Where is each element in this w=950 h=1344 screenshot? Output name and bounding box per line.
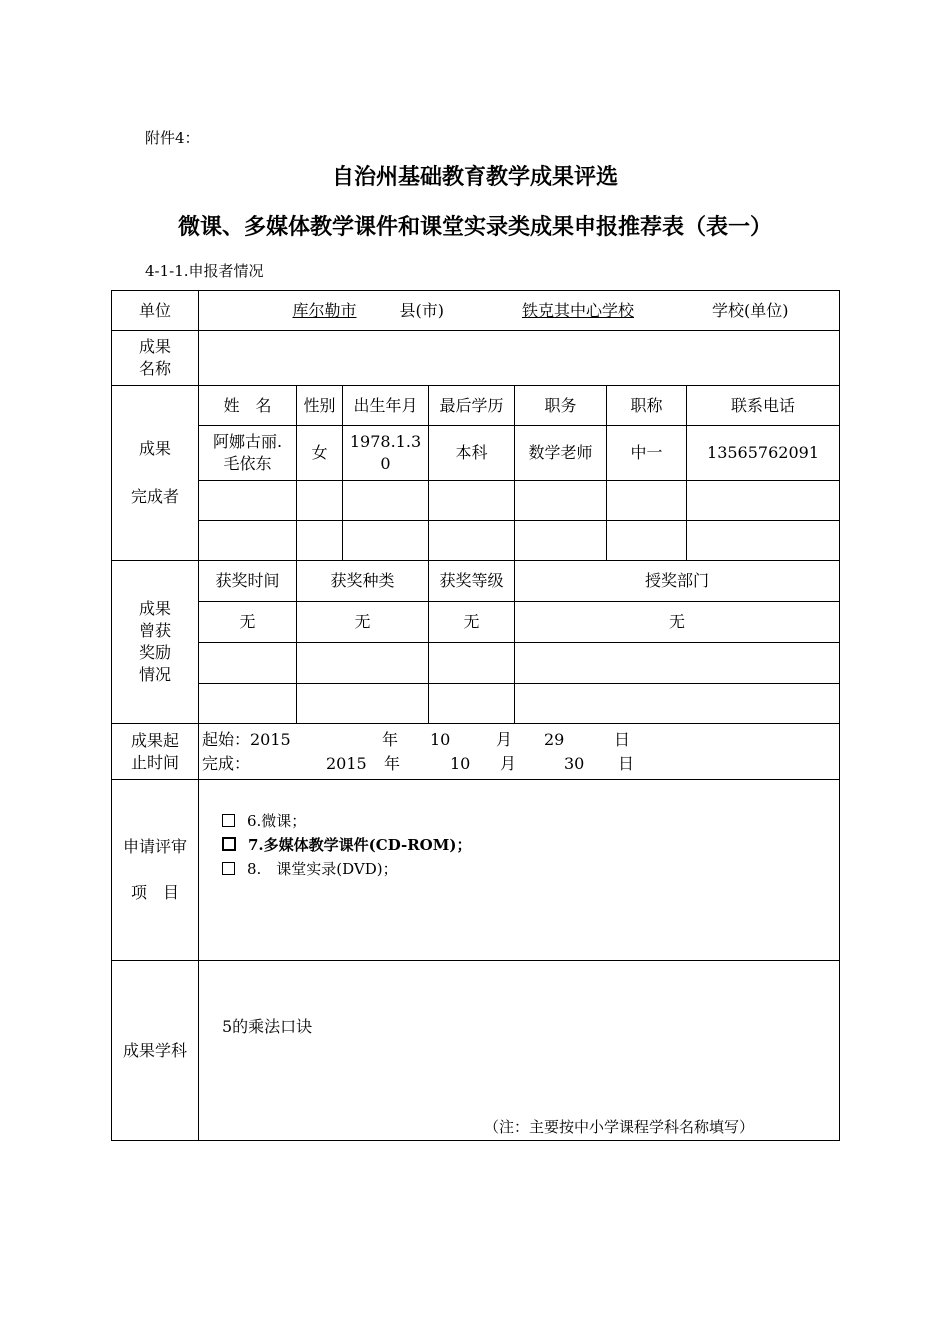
empty-cell[interactable] — [515, 521, 607, 561]
unit-county-suffix: 县(市) — [399, 300, 444, 320]
unit-school-suffix: 学校(单位) — [712, 300, 789, 320]
review-items-list — [199, 780, 840, 961]
completer-row-3 — [112, 521, 840, 561]
completer-row-2 — [112, 481, 840, 521]
item-6[interactable]: 6.微课； — [222, 810, 839, 832]
empty-cell[interactable] — [687, 521, 840, 561]
completer-birth[interactable]: 1978.1.3 0 — [343, 426, 429, 481]
empty-cell[interactable] — [607, 481, 687, 521]
achievement-name-label: 成果 名称 — [112, 331, 199, 386]
review-items-row — [112, 780, 840, 961]
empty-cell[interactable] — [515, 481, 607, 521]
empty-cell[interactable] — [429, 643, 515, 684]
award-type[interactable]: 无 — [297, 602, 429, 643]
period-row — [112, 724, 840, 780]
header-gender: 性别 — [297, 386, 343, 426]
empty-cell[interactable] — [429, 684, 515, 724]
title-line-2: 微课、多媒体教学课件和课堂实录类成果申报推荐表（表一） — [177, 215, 772, 240]
period-label: 成果起 止时间 — [112, 724, 199, 780]
award-header-level: 获奖等级 — [429, 561, 515, 602]
header-title: 职称 — [607, 386, 687, 426]
awards-header-row — [112, 561, 840, 602]
award-header-type: 获奖种类 — [297, 561, 429, 602]
completer-position[interactable]: 数学老师 — [515, 426, 607, 481]
checkbox-item-7[interactable] — [222, 837, 236, 851]
award-department[interactable]: 无 — [515, 602, 840, 643]
completer-title[interactable]: 中一 — [607, 426, 687, 481]
empty-cell[interactable] — [199, 684, 297, 724]
award-header-department: 授奖部门 — [515, 561, 840, 602]
award-row-2 — [112, 643, 840, 684]
award-header-time: 获奖时间 — [199, 561, 297, 602]
completers-header-row — [112, 386, 840, 426]
award-row-3 — [112, 684, 840, 724]
header-position: 职务 — [515, 386, 607, 426]
empty-cell[interactable] — [199, 481, 297, 521]
unit-school: 铁克其中心学校 — [521, 300, 634, 320]
empty-cell[interactable] — [297, 684, 429, 724]
checkbox-item-6[interactable] — [222, 814, 235, 827]
header-phone: 联系电话 — [687, 386, 840, 426]
unit-row — [112, 291, 840, 331]
empty-cell[interactable] — [297, 521, 343, 561]
item-8[interactable]: 8. 课堂实录(DVD)； — [222, 858, 839, 880]
award-level[interactable]: 无 — [429, 602, 515, 643]
empty-cell[interactable] — [199, 643, 297, 684]
unit-value[interactable] — [199, 291, 840, 331]
completer-name[interactable]: 阿娜古丽. 毛依东 — [199, 426, 297, 481]
completers-label: 成果 完成者 — [112, 386, 199, 561]
empty-cell[interactable] — [607, 521, 687, 561]
achievement-name-value[interactable] — [199, 331, 840, 386]
review-items-label: 申请评审 项 目 — [112, 780, 199, 961]
empty-cell[interactable] — [429, 481, 515, 521]
period-end: 完成： 2015 年 10 月 30 日 — [202, 753, 635, 773]
unit-city: 库尔勒市 — [292, 300, 357, 320]
completer-phone[interactable]: 13565762091 — [687, 426, 840, 481]
header-name: 姓 名 — [199, 386, 297, 426]
subject-value: 5的乘法口诀 — [222, 1017, 313, 1036]
empty-cell[interactable] — [343, 521, 429, 561]
header-birth: 出生年月 — [343, 386, 429, 426]
subject-value-cell[interactable] — [199, 961, 840, 1141]
achievement-name-row — [112, 331, 840, 386]
empty-cell[interactable] — [515, 684, 840, 724]
award-time[interactable]: 无 — [199, 602, 297, 643]
unit-label: 单位 — [112, 291, 199, 331]
attachment-label: 附件4： — [145, 129, 200, 147]
completer-gender[interactable]: 女 — [297, 426, 343, 481]
title-line-1: 自治州基础教育教学成果评选 — [331, 165, 618, 190]
item-7[interactable]: 7.多媒体教学课件(CD-ROM)； — [222, 834, 839, 856]
empty-cell[interactable] — [515, 643, 840, 684]
empty-cell[interactable] — [199, 521, 297, 561]
subject-note: （注：主要按中小学课程学科名称填写） — [484, 1118, 755, 1136]
subject-row — [112, 961, 840, 1141]
empty-cell[interactable] — [297, 481, 343, 521]
period-value[interactable] — [199, 724, 840, 780]
empty-cell[interactable] — [297, 643, 429, 684]
awards-label: 成果 曾获 奖励 情况 — [112, 561, 199, 724]
header-education: 最后学历 — [429, 386, 515, 426]
empty-cell[interactable] — [687, 481, 840, 521]
subject-label: 成果学科 — [112, 961, 199, 1141]
empty-cell[interactable] — [343, 481, 429, 521]
completer-education[interactable]: 本科 — [429, 426, 515, 481]
section-heading: 4-1-1.申报者情况 — [145, 262, 264, 280]
application-form-table — [111, 290, 840, 1141]
checkbox-item-8[interactable] — [222, 862, 235, 875]
completer-row-1 — [112, 426, 840, 481]
empty-cell[interactable] — [429, 521, 515, 561]
award-row-1 — [112, 602, 840, 643]
period-start: 起始：2015 年 10 月 29 日 — [202, 729, 631, 749]
